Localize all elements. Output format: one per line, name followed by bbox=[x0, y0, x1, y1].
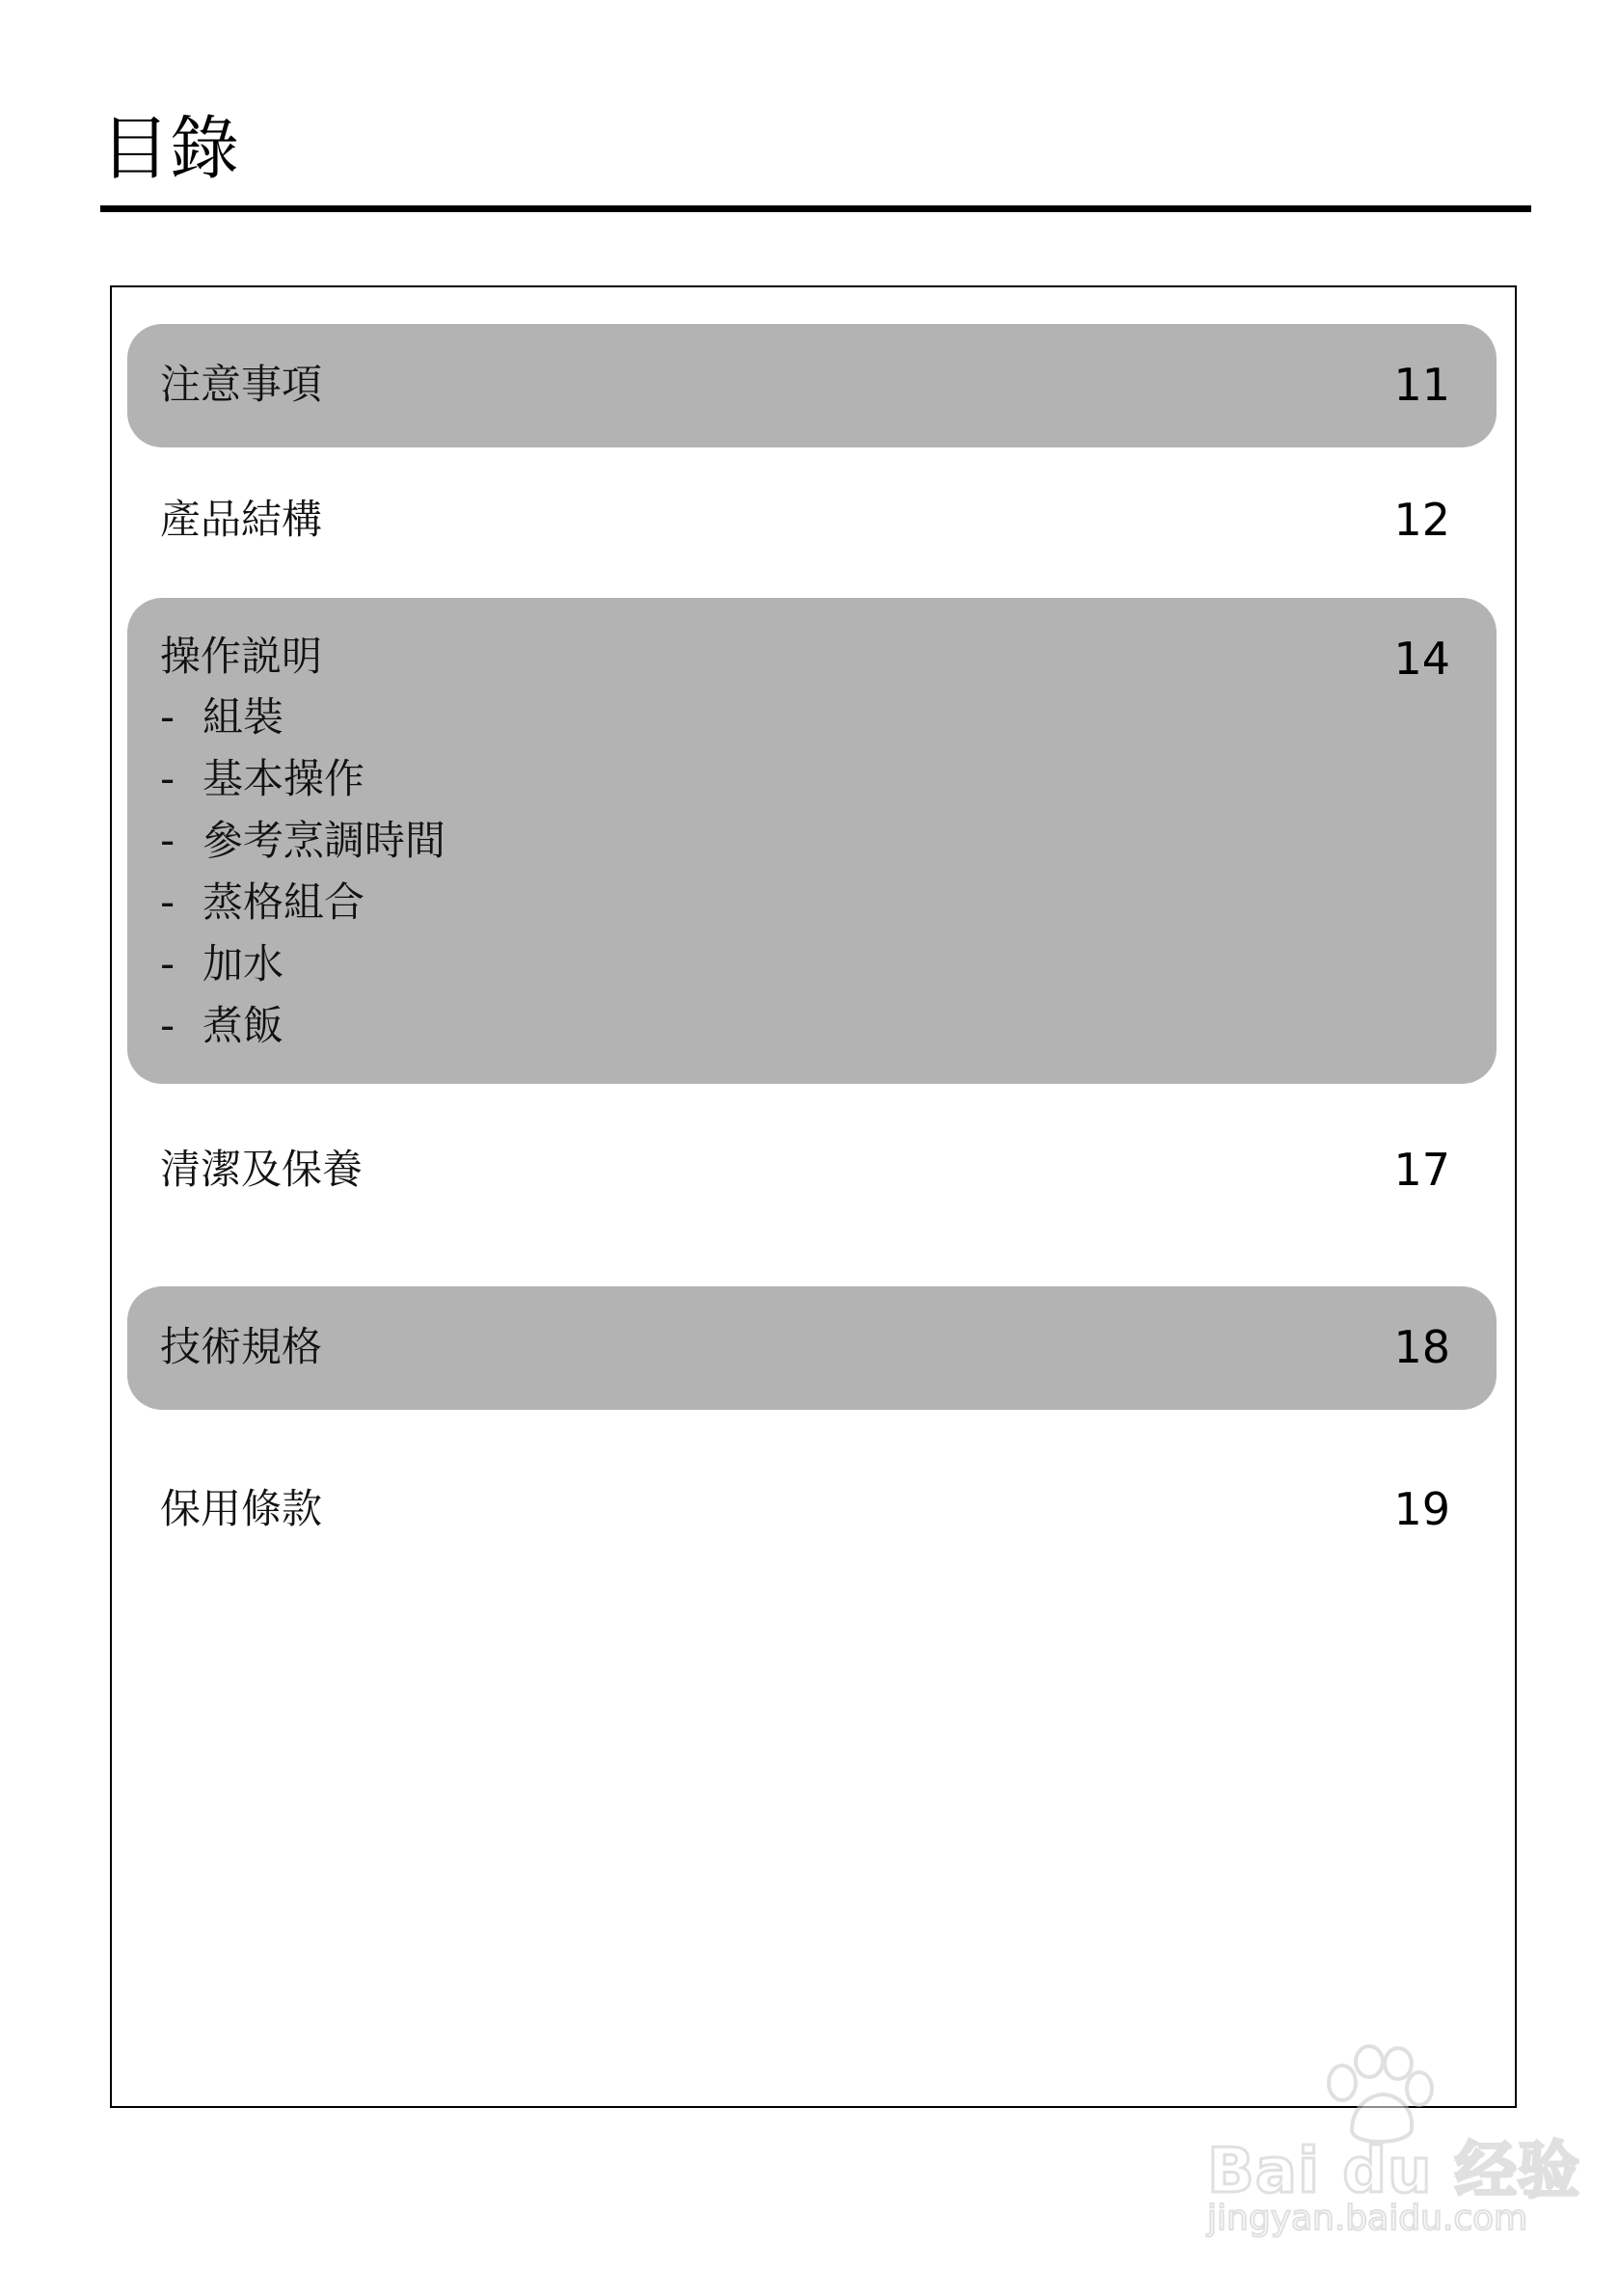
toc-subitem-add-water[interactable] bbox=[160, 933, 445, 995]
toc-entry-warranty[interactable] bbox=[127, 1450, 1497, 1574]
toc-entry-page: 18 bbox=[1393, 1321, 1450, 1373]
toc-subitem-cook-rice[interactable] bbox=[160, 995, 445, 1057]
toc-entry-label: 操作説明 bbox=[160, 633, 323, 680]
toc-subitem-cooking-time[interactable] bbox=[160, 810, 445, 872]
toc-subitem-label: 組裝 bbox=[202, 693, 284, 741]
toc-entry-page: 12 bbox=[1393, 494, 1450, 546]
dash-glyph: - bbox=[160, 693, 175, 741]
dash-glyph: - bbox=[160, 755, 175, 802]
toc-entry-specifications[interactable] bbox=[127, 1286, 1497, 1410]
dash-glyph: - bbox=[160, 817, 175, 864]
toc-entry-label: 清潔及保養 bbox=[160, 1146, 364, 1193]
toc-entry-page: 11 bbox=[1393, 359, 1450, 411]
toc-entry-page: 17 bbox=[1393, 1144, 1450, 1196]
toc-frame bbox=[110, 285, 1517, 2108]
toc-entry-label: 保用條款 bbox=[160, 1485, 323, 1532]
watermark-brand: Bai du 经验 bbox=[1207, 2136, 1580, 2207]
toc-subitem-label: 參考烹調時間 bbox=[202, 817, 446, 864]
toc-entry-label: 技術規格 bbox=[160, 1323, 323, 1370]
toc-sublist bbox=[160, 687, 445, 1057]
watermark bbox=[1169, 2044, 1580, 2238]
toc-subitem-label: 加水 bbox=[202, 940, 284, 987]
toc-subitem-label: 煮飯 bbox=[202, 1002, 284, 1049]
dash-glyph: - bbox=[160, 878, 175, 926]
toc-entry-operation[interactable] bbox=[127, 598, 1497, 1084]
toc-subitem-basic-operation[interactable] bbox=[160, 748, 445, 810]
toc-entry-label: 注意事項 bbox=[160, 361, 323, 408]
watermark-url: jingyan.baidu.com bbox=[1207, 2199, 1528, 2238]
dash-glyph: - bbox=[160, 940, 175, 987]
page-title: 目錄 bbox=[100, 108, 240, 189]
toc-subitem-steamer-combination[interactable] bbox=[160, 872, 445, 933]
toc-subitem-assembly[interactable] bbox=[160, 687, 445, 748]
dash-glyph: - bbox=[160, 1002, 175, 1049]
toc-entry-page: 19 bbox=[1393, 1483, 1450, 1535]
toc-entry-cleaning[interactable] bbox=[127, 1107, 1497, 1230]
toc-entry-label: 產品結構 bbox=[160, 496, 323, 543]
title-rule bbox=[100, 205, 1531, 212]
toc-subitem-label: 蒸格組合 bbox=[202, 878, 365, 926]
toc-subitem-label: 基本操作 bbox=[202, 755, 365, 802]
toc-entry-structure[interactable] bbox=[127, 459, 1497, 582]
toc-entry-page: 14 bbox=[1393, 633, 1450, 685]
toc-entry-safety[interactable] bbox=[127, 324, 1497, 447]
